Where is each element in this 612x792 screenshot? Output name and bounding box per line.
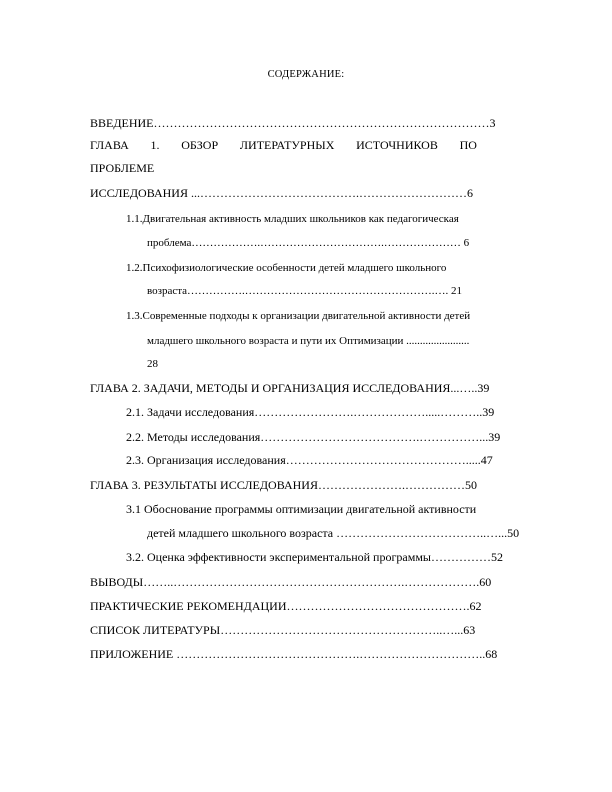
toc-entry-introduction: ВВЕДЕНИЕ…………………………………………………………………………3: [90, 116, 496, 130]
toc-entry-chapter1-line2: ПРОБЛЕМЕ: [90, 161, 155, 175]
toc-entry-section-1-2-line1: 1.2.Психофизиологические особенности детей младшего школьного: [126, 262, 447, 274]
toc-word: ЛИТЕРАТУРНЫХ: [239, 138, 335, 152]
toc-entry-section-2-1: 2.1. Задачи исследования…………………….……………….....………..39: [126, 405, 495, 419]
toc-entry-section-1-3-line3: 28: [147, 358, 158, 370]
toc-word: ПО: [459, 138, 477, 152]
toc-entry-section-2-2: 2.2. Методы исследования………………………………….……………...39: [126, 430, 501, 444]
toc-word: ГЛАВА: [90, 138, 129, 152]
toc-entry-section-1-1-line1: 1.1.Двигательная активность младших школьников как педагогическая: [126, 213, 459, 225]
toc-entry-references: СПИСОК ЛИТЕРАТУРЫ………………………………………………..…...63: [90, 623, 476, 637]
toc-entry-conclusions: ВЫВОДЫ……..………………………………………………….……………….60: [90, 575, 492, 589]
toc-entry-appendix: ПРИЛОЖЕНИЕ ……………………………………….…………………………..68: [90, 647, 498, 661]
toc-word: 1.: [150, 138, 160, 152]
toc-entry-section-1-3-line1: 1.3.Современные подходы к организации двигательной активности детей: [126, 310, 471, 322]
toc-word: ОБЗОР: [181, 138, 219, 152]
toc-entry-section-1-3-line2: младшего школьного возраста и пути их Оптимизации .......................: [147, 335, 470, 347]
toc-entry-section-3-2: 3.2. Оценка эффективности экспериментальной программы……………52: [126, 550, 503, 564]
toc-entry-section-2-3: 2.3. Организация исследования……………………………………….....47: [126, 453, 493, 467]
toc-entry-section-1-2-line2: возраста…………….…………………………………………….…. 21: [147, 285, 463, 297]
toc-entry-section-3-1-line2: детей младшего школьного возраста ………………………………..…...50: [147, 526, 520, 540]
toc-entry-chapter1-line3: ИССЛЕДОВАНИЯ ...………………………………….………………………6: [90, 186, 473, 200]
toc-entry-chapter1-line1: [90, 138, 477, 152]
toc-entry-chapter3: ГЛАВА 3. РЕЗУЛЬТАТЫ ИССЛЕДОВАНИЯ………………….……………50: [90, 478, 477, 492]
toc-word: ИСТОЧНИКОВ: [356, 138, 438, 152]
toc-entry-section-3-1-line1: 3.1 Обоснование программы оптимизации двигательной активности: [126, 502, 477, 516]
toc-entry-section-1-1-line2: проблема……………….…………………………….………………… 6: [147, 237, 470, 249]
toc-title: СОДЕРЖАНИЕ:: [267, 69, 345, 80]
toc-entry-recommendations: ПРАКТИЧЕСКИЕ РЕКОМЕНДАЦИИ……………………………………….62: [90, 599, 482, 613]
toc-entry-chapter2: ГЛАВА 2. ЗАДАЧИ, МЕТОДЫ И ОРГАНИЗАЦИЯ ИССЛЕДОВАНИЯ...…..39: [90, 381, 490, 395]
